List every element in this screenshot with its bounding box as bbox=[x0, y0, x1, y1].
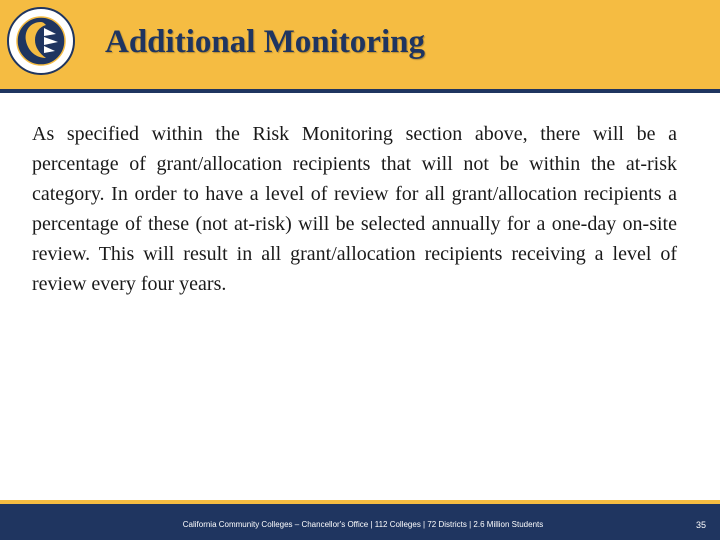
footer-text: California Community Colleges – Chancellor's Office | 112 Colleges | 72 Districts | 2.6 Million Students bbox=[182, 520, 544, 529]
header-divider bbox=[0, 89, 720, 93]
page-number: 35 bbox=[695, 520, 706, 530]
california-community-colleges-seal-icon bbox=[6, 6, 76, 76]
page-title: Additional Monitoring bbox=[105, 24, 425, 60]
body-paragraph: As specified within the Risk Monitoring section above, there will be a percentage of grant/allocation recipients that will not be within the at-risk category. In order to have a level of review for all grant/allocation recipients a percentage of these (not at-risk) will be selected annually for a one-day on-site review. This will result in all grant/allocation recipients receiving a level of review every four years. bbox=[32, 123, 677, 295]
